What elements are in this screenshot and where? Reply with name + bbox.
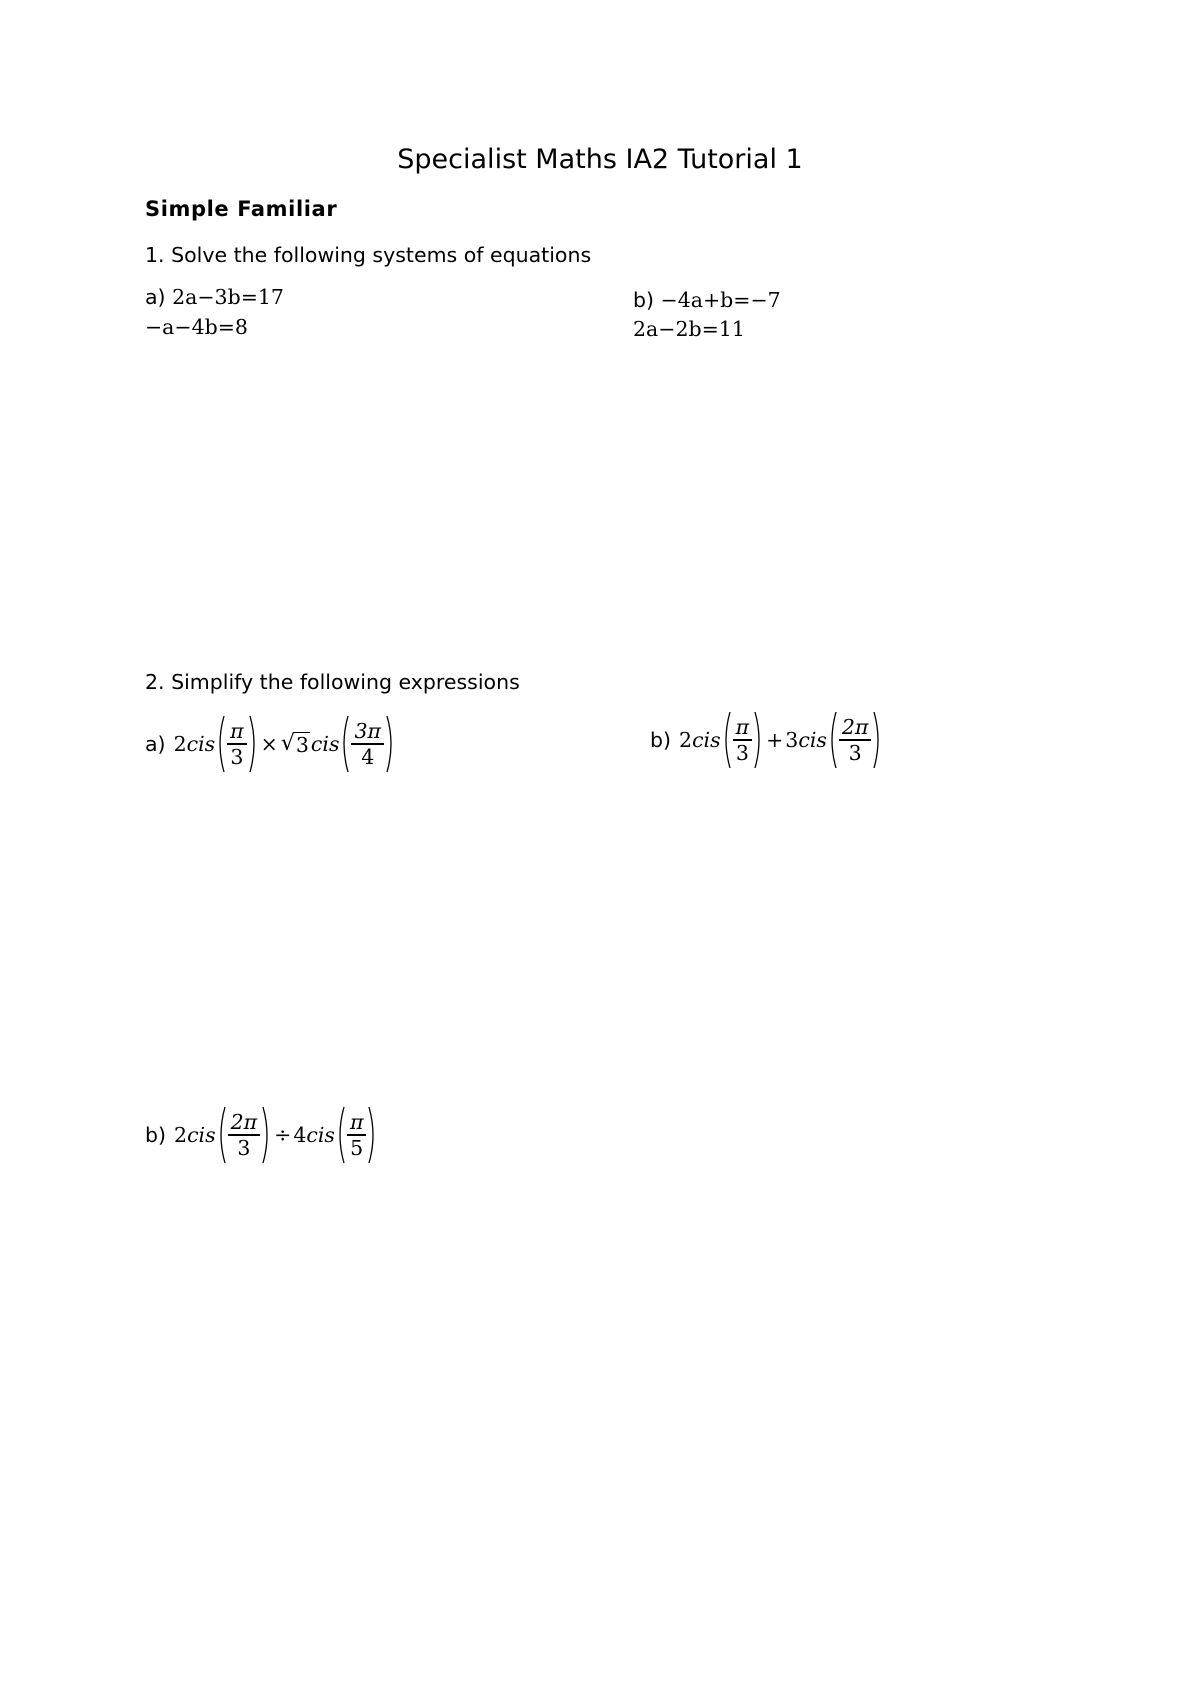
question-1a-equation-2: −a−4b=8	[145, 315, 248, 339]
left-paren	[827, 711, 837, 769]
section-heading: Simple Familiar	[145, 197, 338, 221]
cis-function: cis	[306, 1123, 335, 1147]
question-2b-label: b)	[650, 728, 672, 752]
fraction-numerator: 2π	[230, 1110, 258, 1135]
cis-function: cis	[187, 1123, 216, 1147]
coefficient: 3	[785, 728, 799, 752]
fraction-2	[351, 719, 384, 768]
left-paren	[721, 711, 731, 769]
cis-function: cis	[310, 732, 340, 756]
right-paren	[386, 715, 396, 773]
fraction-numerator: π	[230, 719, 244, 744]
fraction-numerator: 2π	[841, 715, 869, 740]
fraction-1	[227, 719, 246, 768]
coefficient: 2	[679, 728, 693, 752]
question-1b-label: b)	[633, 288, 655, 312]
fraction-1	[733, 715, 752, 764]
question-1b-equation-1: −4a+b=−7	[660, 288, 781, 312]
fraction-denominator: 3	[230, 744, 244, 769]
fraction-numerator: 3π	[354, 719, 382, 744]
radicand: 3	[295, 733, 309, 757]
fraction-numerator: π	[735, 715, 750, 740]
cis-function: cis	[186, 732, 216, 756]
cis-function: cis	[798, 728, 827, 752]
question-1-prompt: 1. Solve the following systems of equations	[145, 243, 592, 267]
question-1b	[633, 286, 781, 314]
coefficient: 4	[293, 1123, 307, 1147]
left-paren	[216, 1106, 226, 1164]
left-paren	[335, 1106, 345, 1164]
question-1a-label: a)	[145, 285, 166, 309]
fraction-2	[347, 1110, 366, 1159]
question-2-prompt: 2. Simplify the following expressions	[145, 670, 520, 694]
operator: ÷	[274, 1123, 292, 1147]
fraction-denominator: 3	[735, 740, 749, 765]
right-paren	[368, 1106, 378, 1164]
page-title: Specialist Maths IA2 Tutorial 1	[397, 144, 803, 175]
question-2c-expression	[145, 1106, 378, 1164]
question-1b-equation-2: 2a−2b=11	[633, 317, 745, 341]
right-paren	[249, 715, 259, 773]
question-1a	[145, 283, 284, 311]
left-paren	[339, 715, 349, 773]
right-paren	[873, 711, 883, 769]
question-2a-expression	[145, 715, 396, 773]
question-2c-label: b)	[145, 1123, 167, 1147]
fraction-numerator: π	[349, 1110, 364, 1135]
fraction-denominator: 5	[350, 1135, 364, 1160]
operator: +	[766, 728, 784, 752]
square-root: √ 3	[280, 731, 309, 757]
fraction-2	[839, 715, 872, 764]
cis-function: cis	[692, 728, 721, 752]
question-2b-expression	[650, 711, 883, 769]
fraction-denominator: 4	[361, 744, 375, 769]
fraction-1	[228, 1110, 261, 1159]
fraction-denominator: 3	[237, 1135, 251, 1160]
question-2a-label: a)	[145, 732, 166, 756]
coefficient: 2	[173, 732, 187, 756]
coefficient: 2	[174, 1123, 188, 1147]
operator: ×	[260, 732, 278, 756]
left-paren	[215, 715, 225, 773]
fraction-denominator: 3	[848, 740, 862, 765]
right-paren	[754, 711, 764, 769]
question-1a-equation-1: 2a−3b=17	[172, 285, 284, 309]
right-paren	[262, 1106, 272, 1164]
